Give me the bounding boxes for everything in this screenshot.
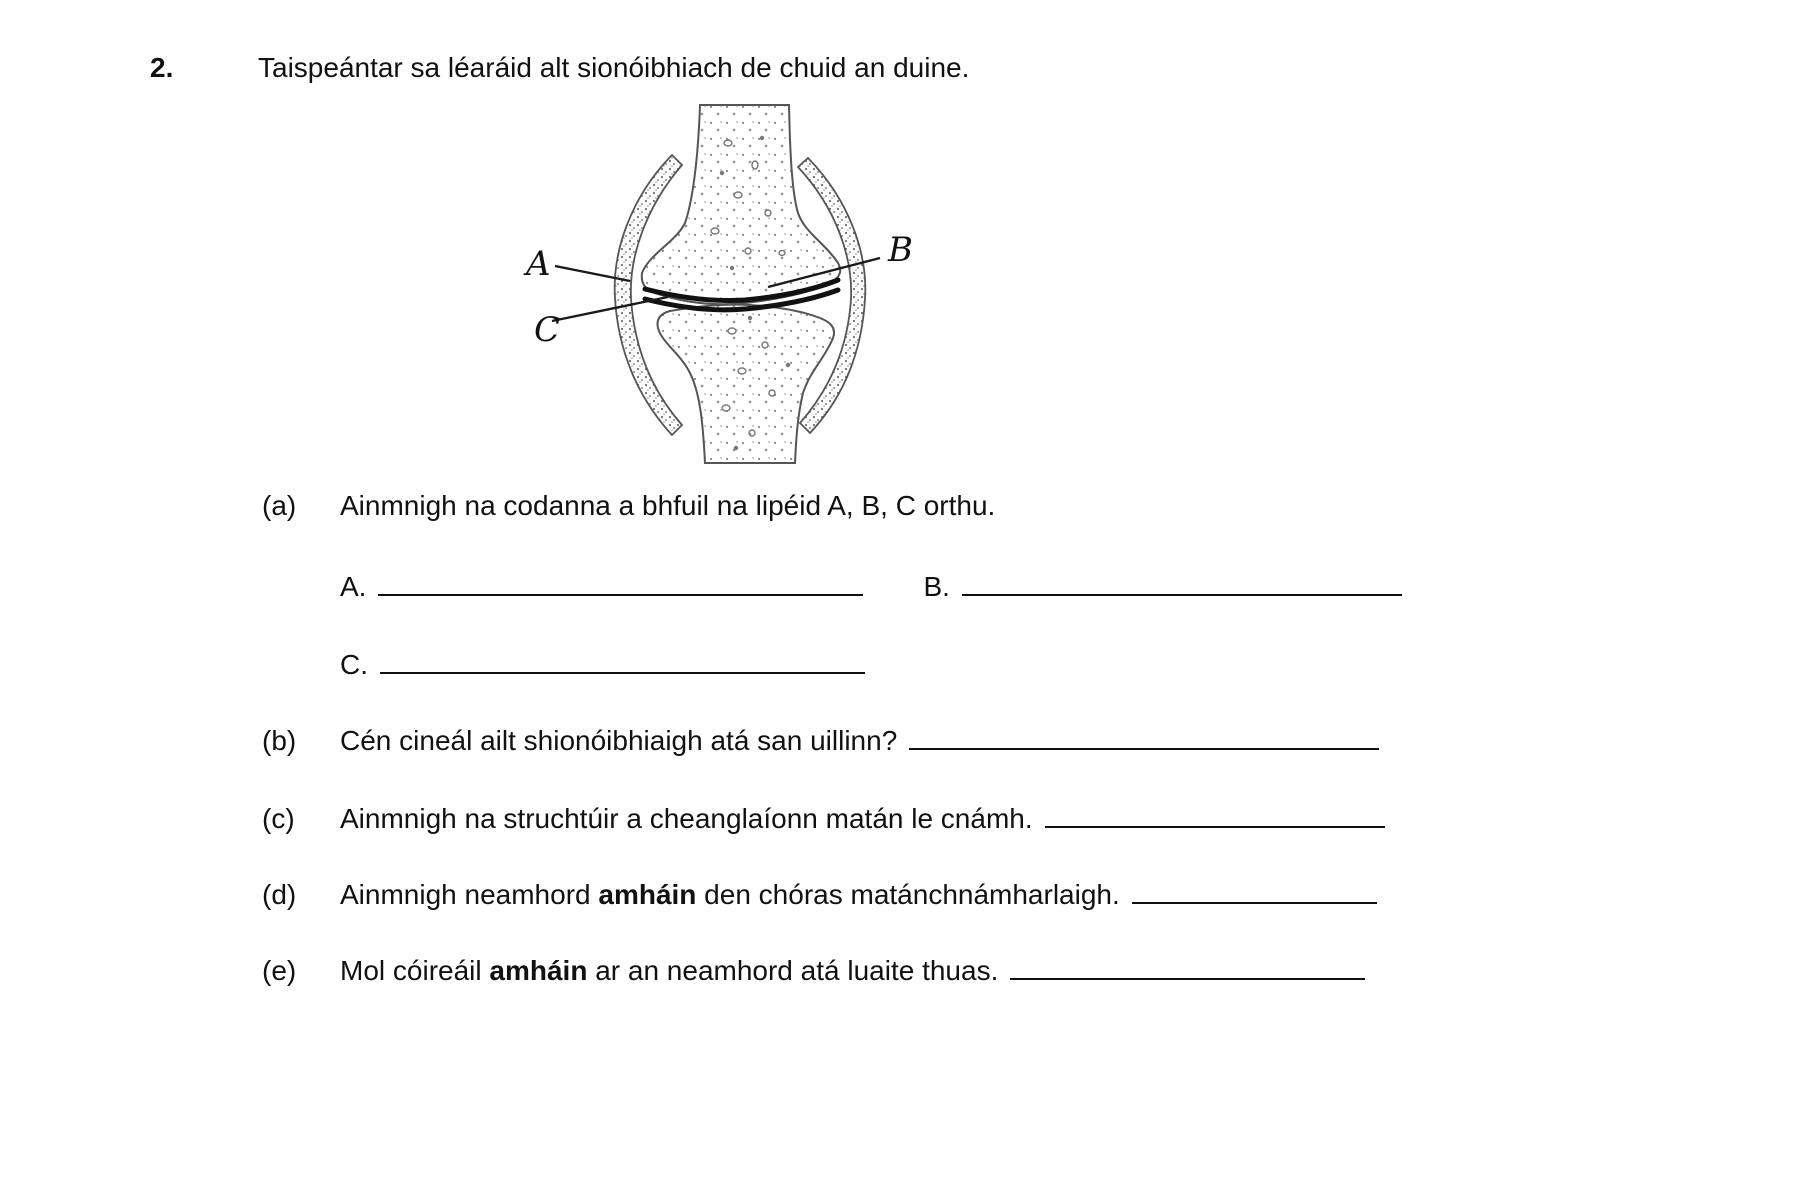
part-d-text-bold: amháin	[598, 879, 697, 910]
answer-a-label: A.	[340, 571, 367, 602]
answer-blank-a	[378, 568, 863, 596]
part-e-row	[262, 952, 1365, 987]
part-d-text-suffix: den chóras matánchnámharlaigh.	[696, 879, 1120, 910]
leader-line-c	[552, 297, 668, 321]
answer-blank-part-c	[1045, 800, 1385, 828]
synovial-joint-diagram	[500, 103, 930, 471]
answer-blank-c	[380, 646, 865, 674]
part-b-marker: (b)	[262, 725, 297, 756]
part-d-row	[262, 876, 1377, 911]
label-a: A	[526, 244, 551, 284]
part-d-text-prefix: Ainmnigh neamhord	[340, 879, 599, 910]
joint-capsule-right	[798, 158, 865, 433]
part-e-marker: (e)	[262, 955, 297, 986]
question-intro: Taispeántar sa léaráid alt sionóibhiach de chuid an duine.	[258, 52, 970, 83]
lower-bone	[658, 305, 835, 463]
answer-row-ab	[340, 568, 1402, 603]
part-e-text-prefix: Mol cóireáil	[340, 955, 490, 986]
part-d-marker: (d)	[262, 879, 297, 910]
upper-bone	[642, 105, 840, 304]
label-c: C	[534, 310, 561, 350]
part-a-row	[262, 490, 995, 522]
part-a-marker: (a)	[262, 490, 297, 521]
joint-illustration	[500, 103, 930, 471]
part-c-marker: (c)	[262, 803, 295, 834]
answer-blank-part-e	[1010, 952, 1365, 980]
part-b-row	[262, 722, 1379, 757]
part-d-text	[340, 879, 1120, 911]
answer-b-label: B.	[923, 571, 950, 602]
part-e-text	[340, 955, 998, 987]
part-b-text: Cén cineál ailt shionóibhiaigh atá san uillinn?	[340, 725, 898, 756]
question-number: 2.	[150, 52, 174, 83]
part-e-text-suffix: ar an neamhord atá luaite thuas.	[587, 955, 999, 986]
answer-c-label: C.	[340, 649, 368, 680]
part-a-text: Ainmnigh na codanna a bhfuil na lipéid A, B, C orthu.	[340, 490, 996, 521]
label-b: B	[888, 230, 913, 270]
answer-blank-part-b	[909, 722, 1379, 750]
answer-blank-b	[962, 568, 1402, 596]
part-c-row	[262, 800, 1385, 835]
part-e-text-bold: amháin	[489, 955, 588, 986]
part-c-text: Ainmnigh na struchtúir a cheanglaíonn matán le cnámh.	[340, 803, 1033, 834]
answer-blank-part-d	[1132, 876, 1377, 904]
answer-row-c	[340, 646, 865, 681]
